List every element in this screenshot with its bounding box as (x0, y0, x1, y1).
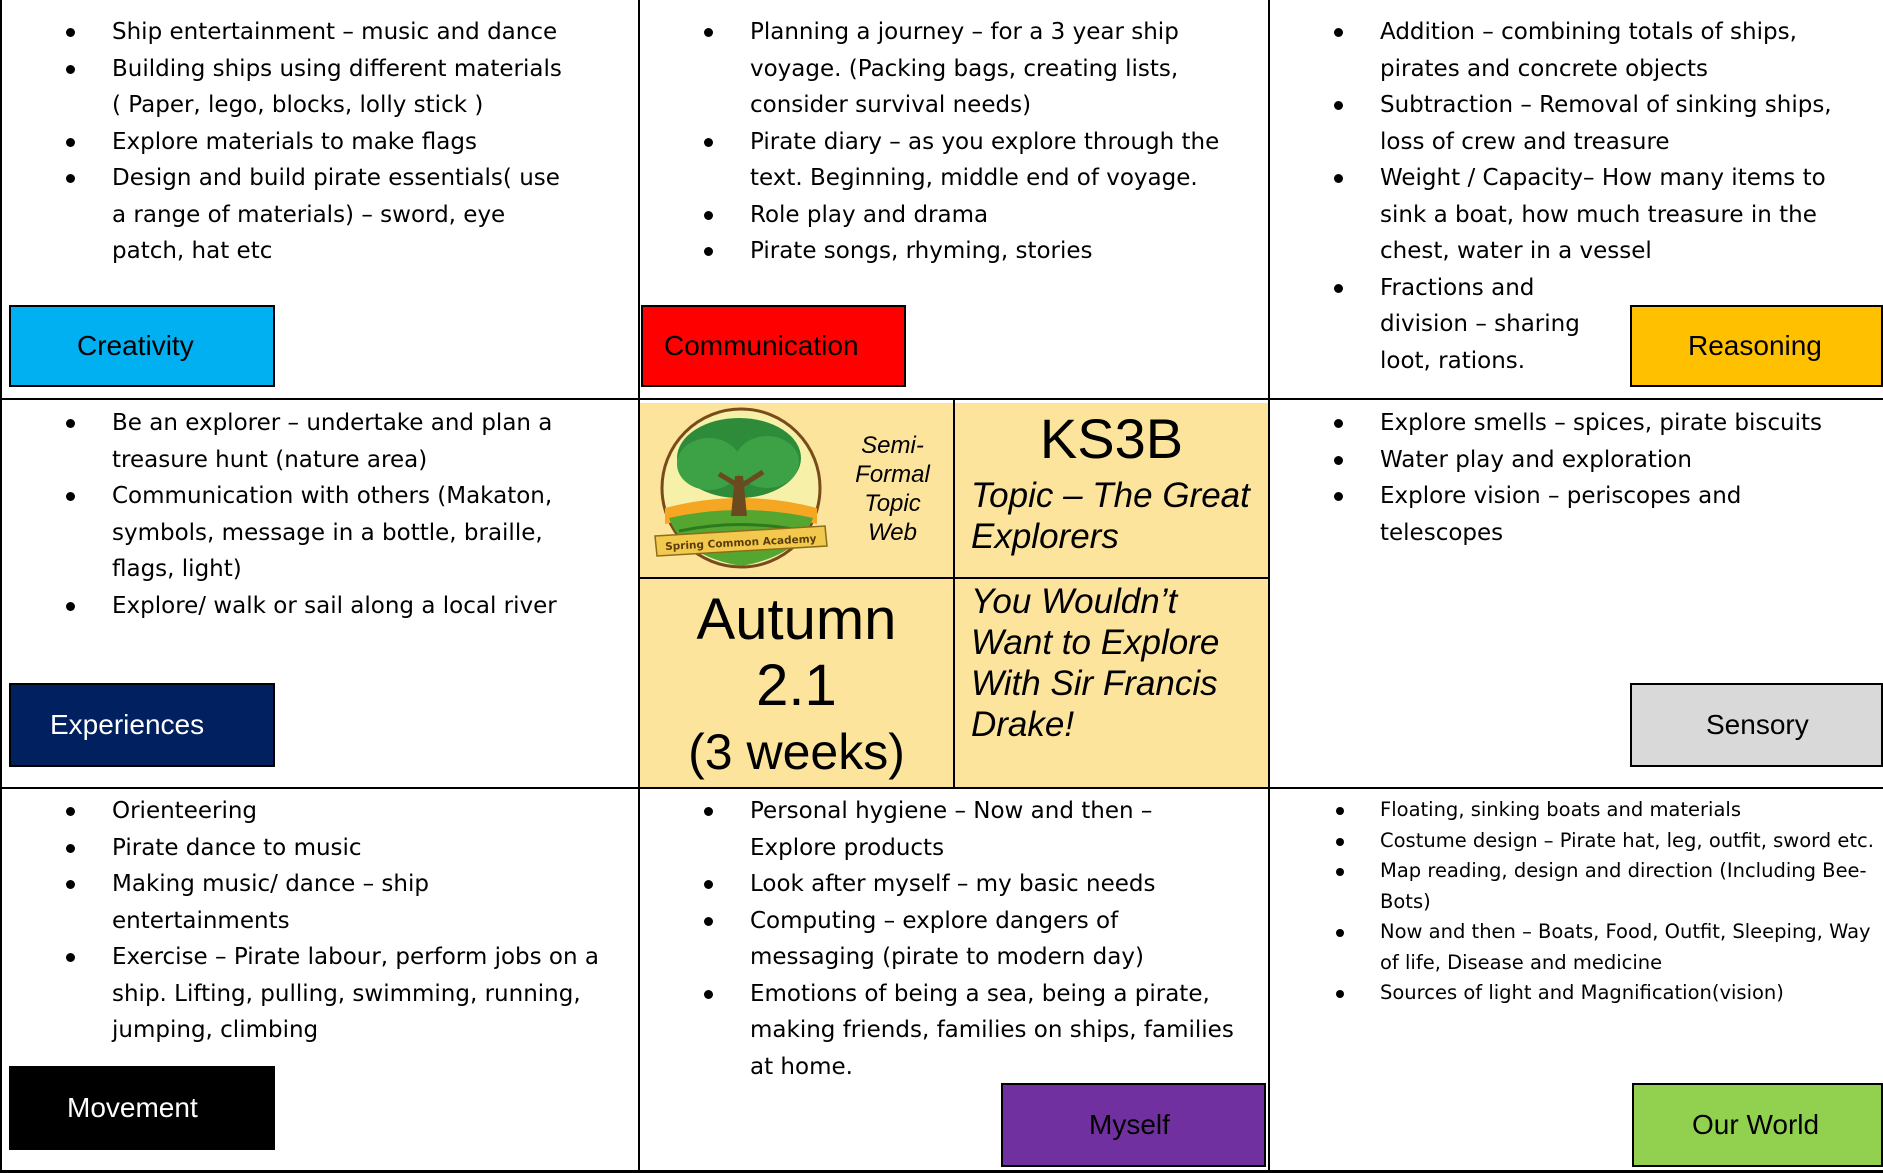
list-item: Costume design – Pirate hat, leg, outfit, sword etc. (1270, 826, 1882, 857)
list-item (1270, 270, 1600, 380)
myself-label (1001, 1083, 1266, 1167)
myself-label-text: Myself (1089, 1109, 1170, 1140)
list-item: Sources of light and Magnification(vision) (1270, 978, 1882, 1009)
list-item: Personal hygiene – Now and then – Explore products (640, 793, 1240, 866)
list-item: Now and then – Boats, Food, Outfit, Sleeping, Way of life, Disease and medicine (1270, 917, 1882, 978)
experiences-label-text: Experiences (50, 709, 205, 740)
list-item: Water play and exploration (1270, 442, 1830, 479)
list-item: Pirate dance to music (2, 830, 602, 867)
our-world-label-text: Our World (1692, 1109, 1820, 1140)
list-item: Exercise – Pirate labour, perform jobs on a ship. Lifting, pulling, swimming, running, jumping, climbing (2, 939, 602, 1049)
list-item: Orienteering (2, 793, 602, 830)
list-item: Explore smells – spices, pirate biscuits (1270, 405, 1830, 442)
logo-caption: Spring Common Academy (664, 533, 817, 553)
term-duration: (3 weeks) (688, 724, 905, 780)
center-term-panel (640, 579, 953, 787)
reasoning-label (1630, 305, 1883, 387)
list-item: Role play and drama (640, 197, 1240, 234)
list-item: Making music/ dance – ship entertainments (2, 866, 462, 939)
communication-label-text: Communication (664, 330, 859, 361)
academy-logo (649, 406, 839, 576)
list-item: Weight / Capacity– How many items to sink a boat, how much treasure in the chest, water in a vessel (1270, 160, 1850, 270)
list-item: Building ships using different materials ( Paper, lego, blocks, lolly stick ) (2, 51, 562, 124)
list-item: Design and build pirate essentials( use a range of materials) – sword, eye patch, hat etc (2, 160, 562, 270)
list-item: Planning a journey – for a 3 year ship voyage. (Packing bags, creating lists, consider survival needs) (640, 14, 1240, 124)
topic-title: Topic – The Great Explorers (971, 476, 1250, 556)
our-world-label (1632, 1083, 1883, 1167)
term-line-1: Autumn (696, 587, 897, 652)
list-item: Explore vision – periscopes and telescopes (1270, 478, 1830, 551)
sensory-label-text: Sensory (1706, 709, 1809, 740)
list-item: Addition – combining totals of ships, pirates and concrete objects (1270, 14, 1850, 87)
list-item: Look after myself – my basic needs (640, 866, 1240, 903)
list-item: Computing – explore dangers of messaging (pirate to modern day) (640, 903, 1240, 976)
creativity-label-text: Creativity (77, 330, 194, 361)
center-book-panel (955, 579, 1268, 787)
list-item: Emotions of being a sea, being a pirate, making friends, families on ships, families at home. (640, 976, 1240, 1086)
movement-label-text: Movement (67, 1092, 198, 1123)
experiences-label (9, 683, 275, 767)
class-name: KS3B (1039, 407, 1184, 470)
center-logo-panel (640, 403, 953, 577)
sensory-label (1630, 683, 1883, 767)
list-item: Communication with others (Makaton, symbols, message in a bottle, braille, flags, light) (2, 478, 562, 588)
list-item-text: Fractions and division – sharing loot, rations. (1380, 274, 1580, 374)
list-item: Ship entertainment – music and dance (2, 14, 562, 51)
experiences-list (2, 405, 562, 624)
list-item: Explore/ walk or sail along a local river (2, 588, 562, 625)
movement-label (9, 1066, 275, 1150)
subtitle: Semi-Formal Topic Web (855, 432, 930, 546)
creativity-list (2, 14, 562, 270)
list-item: Pirate diary – as you explore through the text. Beginning, middle end of voyage. (640, 124, 1240, 197)
communication-label (641, 305, 906, 387)
list-item: Map reading, design and direction (Including Bee-Bots) (1270, 856, 1882, 917)
communication-list (640, 14, 1240, 270)
list-item: Pirate songs, rhyming, stories (640, 233, 1240, 270)
book-title: You Wouldn’t Want to Explore With Sir Francis Drake! (971, 582, 1220, 744)
list-item: Be an explorer – undertake and plan a treasure hunt (nature area) (2, 405, 562, 478)
sensory-list (1270, 405, 1830, 551)
list-item: Explore materials to make flags (2, 124, 562, 161)
our-world-list (1270, 795, 1882, 1009)
list-item: Subtraction – Removal of sinking ships, loss of crew and treasure (1270, 87, 1850, 160)
reasoning-label-text: Reasoning (1688, 330, 1822, 361)
creativity-label (9, 305, 275, 387)
myself-list (640, 793, 1240, 1085)
list-item: Floating, sinking boats and materials (1270, 795, 1882, 826)
movement-list (2, 793, 602, 1049)
term-line-2: 2.1 (756, 653, 837, 718)
center-class-panel (955, 403, 1268, 577)
